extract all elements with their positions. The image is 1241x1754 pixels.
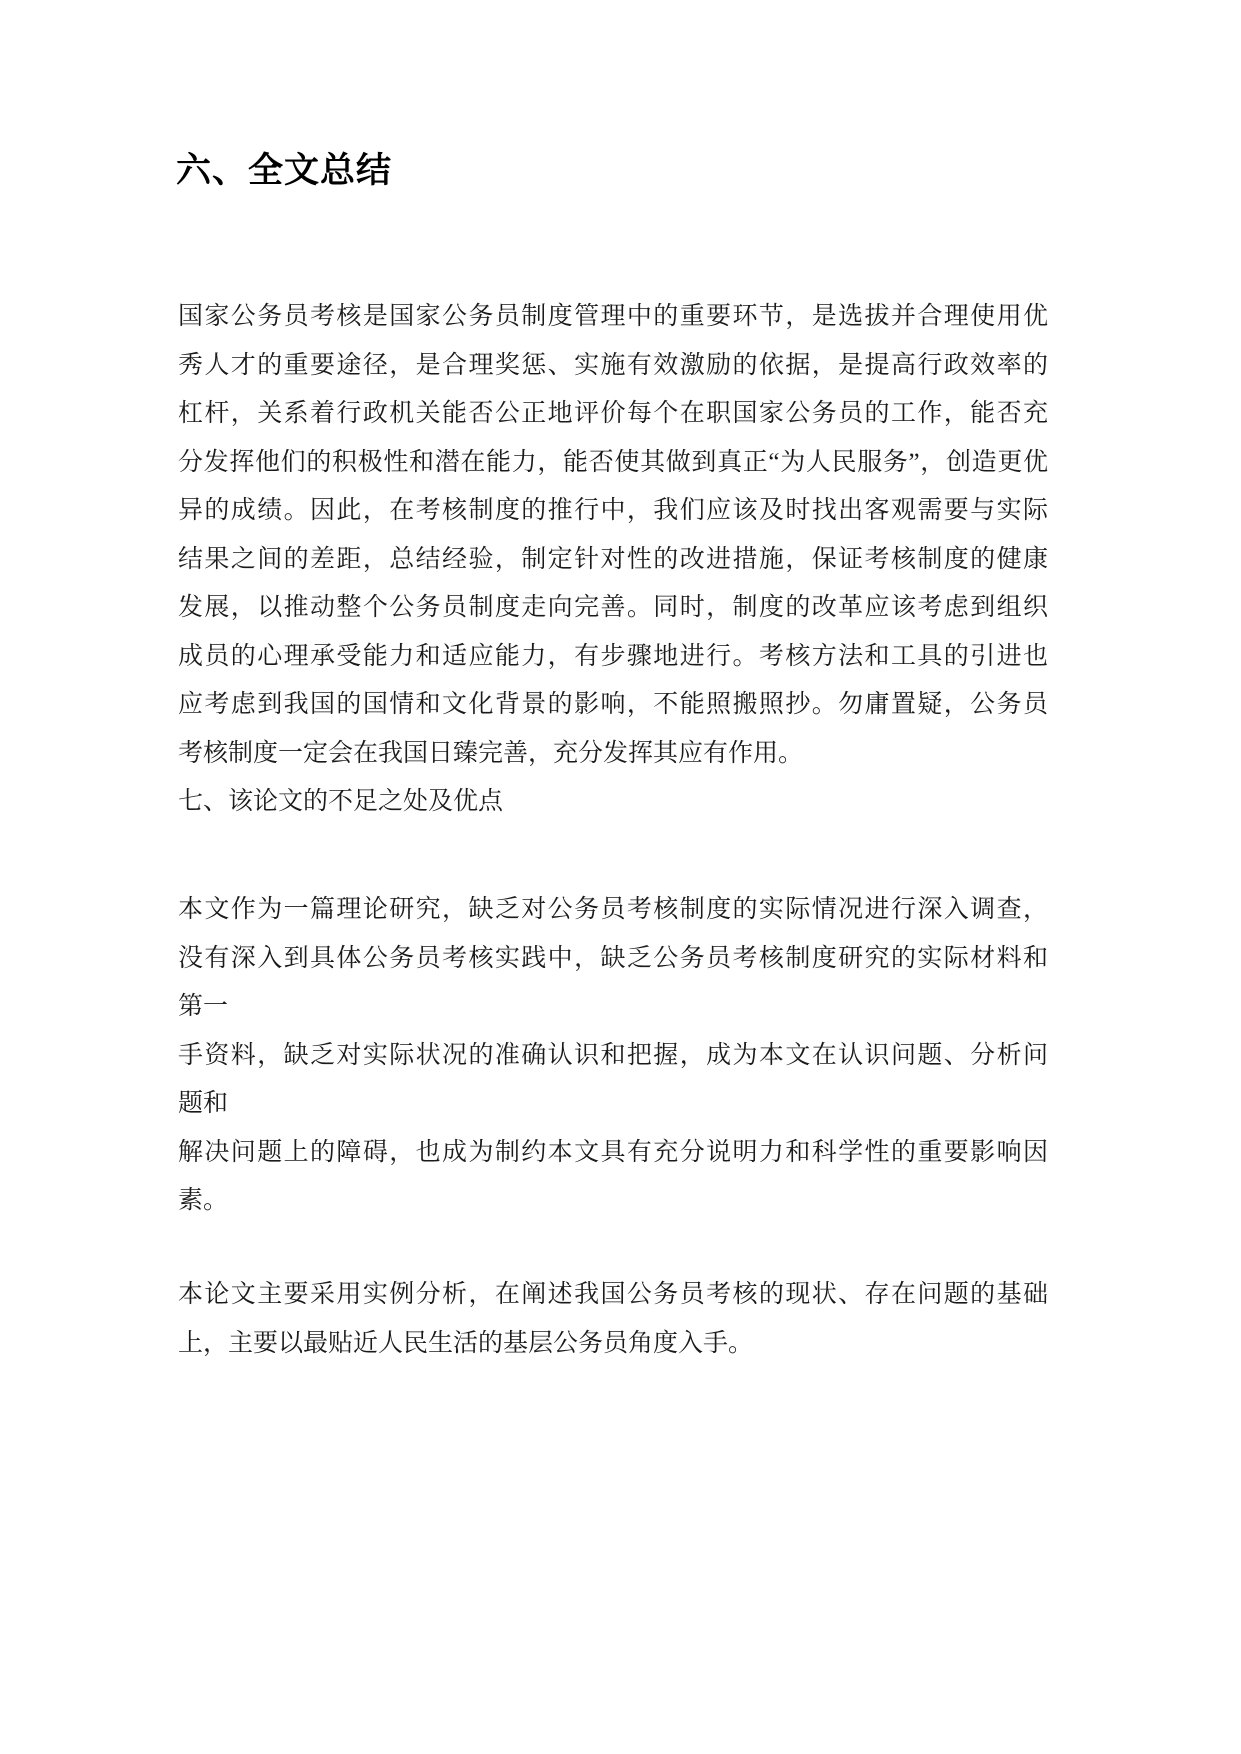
text-line: 成员的心理承受能力和适应能力，有步骤地进行。考核方法和工具的引进也 [178,642,1048,670]
text-line: 没有深入到具体公务员考核实践中，缺乏公务员考核制度研究的实际材料和 [178,944,1048,972]
text-line: 异的成绩。因此，在考核制度的推行中，我们应该及时找出客观需要与实际 [178,497,1048,524]
text-line: 发展，以推动整个公务员制度走向完善。同时，制度的改革应该考虑到组织 [178,594,1048,621]
text-line: 素。 [178,1187,229,1214]
text-line: 应考虑到我国的国情和文化背景的影响，不能照搬照抄。勿庸置疑，公务员 [178,691,1048,718]
text-line: 考核制度一定会在我国日臻完善，充分发挥其应有作用。 [178,739,804,767]
text-line: 杠杆，关系着行政机关能否公正地评价每个在职国家公务员的工作，能否充 [178,400,1048,427]
text-line: 本论文主要采用实例分析，在阐述我国公务员考核的现状、存在问题的基础 [178,1281,1048,1308]
text-line: 秀人才的重要途径，是合理奖惩、实施有效激励的依据，是提高行政效率的 [178,351,1048,379]
text-line: 七、该论文的不足之处及优点 [178,788,504,815]
paragraph [178,293,1048,827]
text-line: 手资料，缺乏对实际状况的准确认识和把握，成为本文在认识问题、分析问 [178,1041,1048,1069]
text-line: 本文作为一篇理论研究，缺乏对公务员考核制度的实际情况进行深入调查， [178,896,1048,923]
text-line: 第一 [178,993,229,1020]
text-line: 国家公务员考核是国家公务员制度管理中的重要环节，是选拔并合理使用优 [178,303,1048,330]
text-line: 题和 [178,1090,229,1117]
section-heading: 六、全文总结 [176,151,393,190]
text-line: 上，主要以最贴近人民生活的基层公务员角度入手。 [178,1329,754,1357]
text-line: 结果之间的差距，总结经验，制定针对性的改进措施，保证考核制度的健康 [178,545,1048,573]
text-line: 分发挥他们的积极性和潜在能力，能否使其做到真正“为人民服务”，创造更优 [178,448,1048,476]
paragraph [178,1271,1048,1368]
text-line: 解决问题上的障碍，也成为制约本文具有充分说明力和科学性的重要影响因 [178,1138,1048,1166]
paragraph [178,886,1048,1226]
